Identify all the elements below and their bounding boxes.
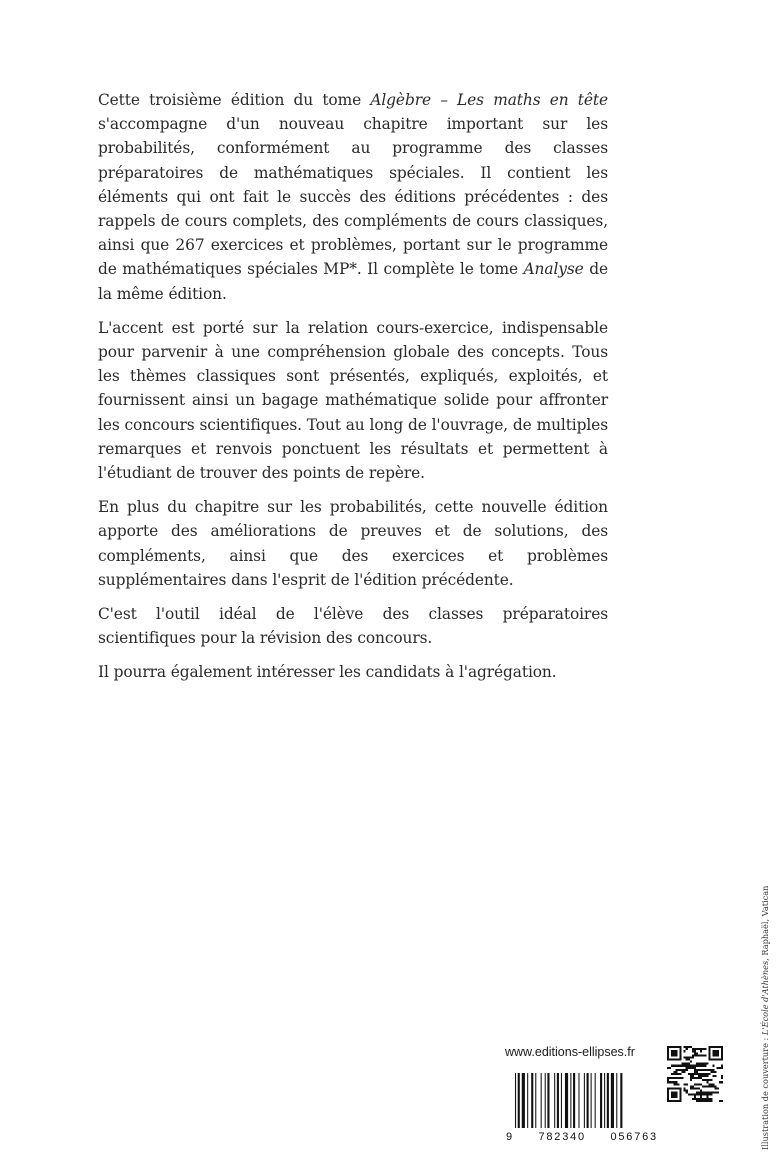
p1-text-c: s'accompagne d'un nouveau chapitre important sur les probabilités, conformément au programme des classes préparatoires de mathématiques spéciales. Il contient les éléments qui ont fait le succès des éditions précédentes : des rappels de cours complets, des compléments de cours classiques, ainsi que 267 exercices et problèmes, portant sur le programme de mathématiques spéciales MP*. Il complète le tome [98,115,608,279]
credit-prefix: Illustration de couverture : [760,1035,770,1150]
p1-analyse-title: Analyse [523,260,584,279]
isbn-digits-right: 056763 [610,1131,658,1143]
isbn-digits [506,1131,658,1143]
publisher-website[interactable]: www.editions-ellipses.fr [505,1045,635,1059]
qr-code-icon [665,1044,725,1104]
cover-illustration-credit [760,886,770,1150]
isbn-digit-prefix: 9 [506,1131,514,1143]
paragraph-1 [98,88,608,306]
back-cover-blurb [98,88,608,695]
p1-book-title: Algèbre – Les maths en tête [370,91,608,109]
paragraph-2: L'accent est porté sur la relation cours-exercice, indispensable pour parvenir à une compréhension globale des concepts. Tous les thèmes classiques sont présentés, expliqués, exploités, et fournissent ainsi un bagage mathématique solide pour affronter les concours scientifiques. Tout au long de l'ouvrage, de multiples remarques et renvois ponctuent les résultats et permettent à l'étudiant de trouver des points de repère. [98,318,608,483]
credit-work: L'École d'Athènes [760,960,770,1036]
p1-text-e: de la même édition. [98,260,608,303]
isbn-barcode [515,1073,657,1128]
paragraph-5: Il pourra également intéresser les candidats à l'agrégation. [98,663,557,682]
paragraph-4: C'est l'outil idéal de l'élève des classes préparatoires scientifiques pour la révision des concours. [98,605,608,648]
p1-text-a: Cette troisième édition du tome [98,91,371,109]
paragraph-3: En plus du chapitre sur les probabilités, cette nouvelle édition apporte des améliorations de preuves et de solutions, des compléments, ainsi que des exercices et problèmes supplémentaires dans l'esprit de l'édition précédente. [98,498,608,589]
isbn-digits-left: 782340 [538,1131,586,1143]
credit-suffix: , Raphaël, Vatican [760,885,770,961]
